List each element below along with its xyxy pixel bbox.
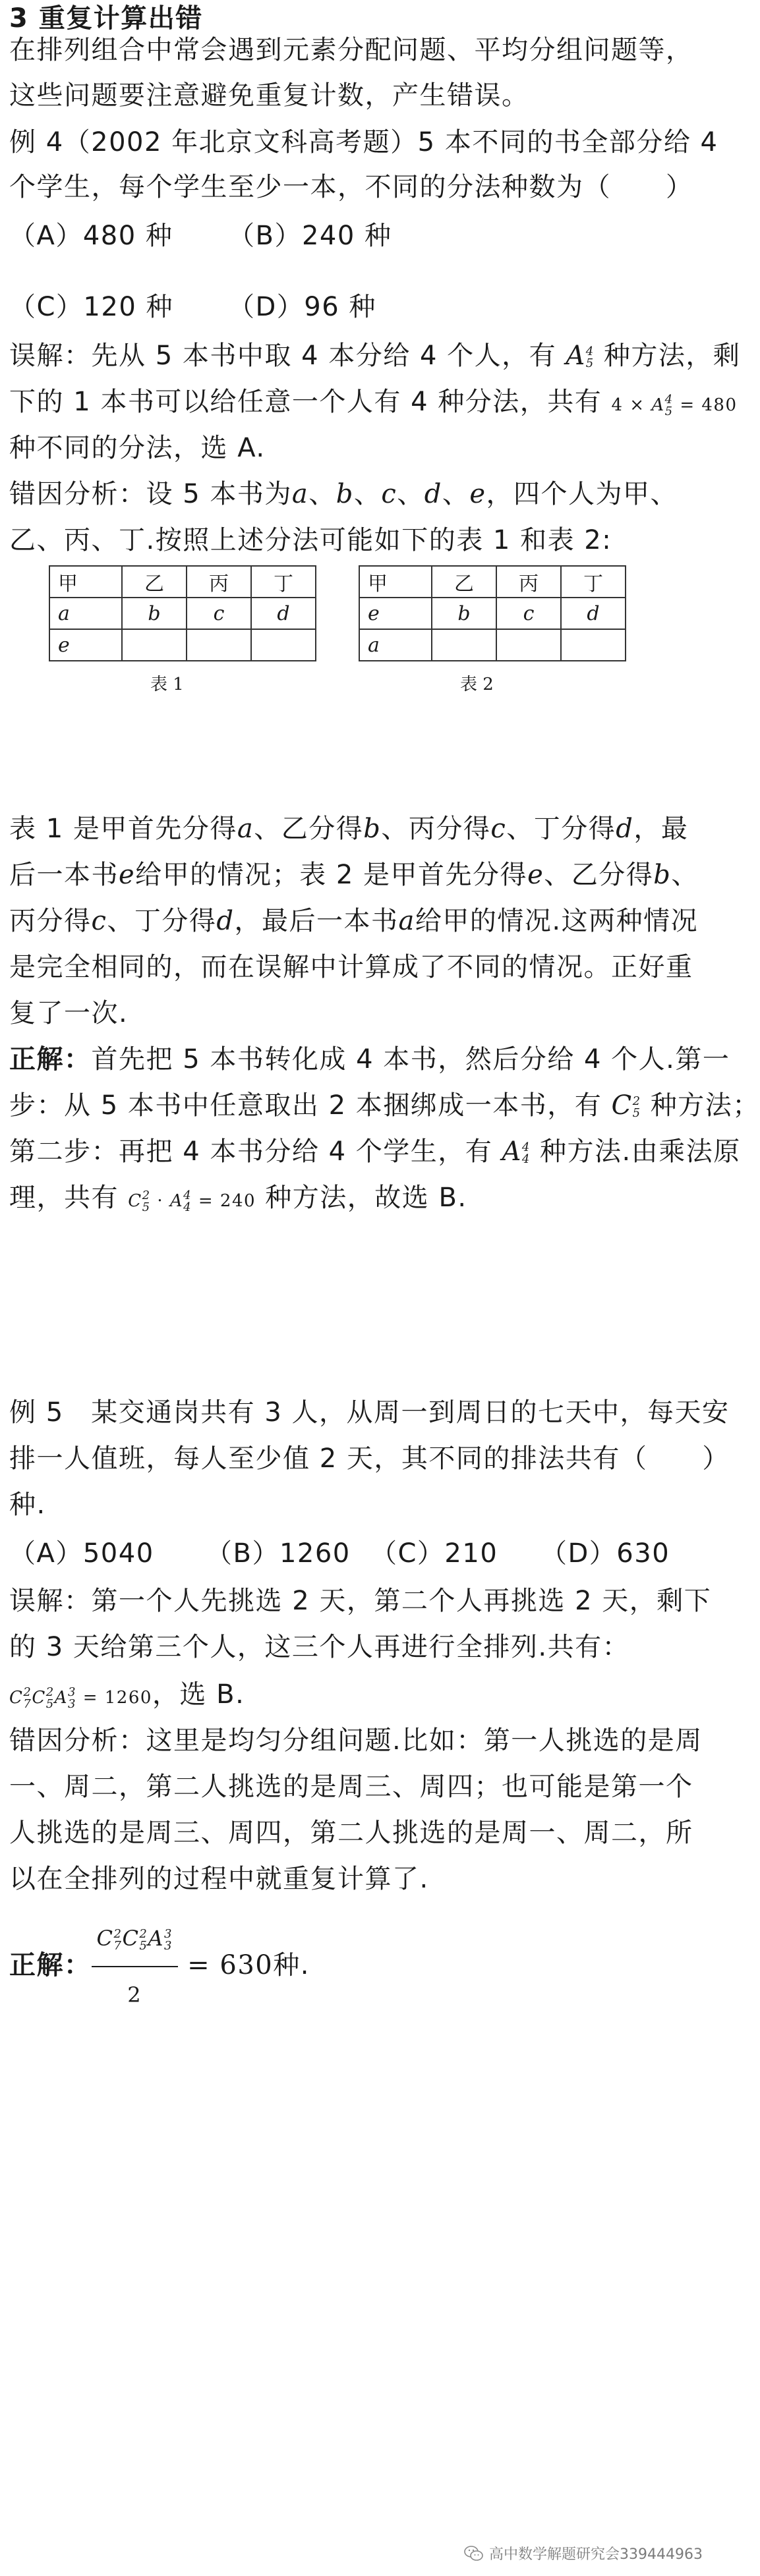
math-a54 [566,341,594,371]
text: = 240 [192,1191,256,1211]
math-a: A [651,395,665,415]
sub: 5 [45,1697,55,1711]
sup: 2 [23,1685,32,1699]
math-script [113,1928,122,1952]
book-a: a [291,479,309,509]
table-row [359,629,626,661]
math-a44 [169,1189,192,1214]
math-script [139,1928,148,1952]
dot: · [150,1191,170,1211]
book-e: e [527,860,544,890]
ex4-solution-4 [9,1179,467,1219]
text: 种方法； [641,1090,760,1121]
solution-label: 正解： [9,1044,92,1075]
book-d: d [216,906,235,936]
text: 、丁分得 [107,906,217,936]
text: 丙分得 [9,906,92,936]
ex5-option-b: （B）1260 [206,1538,351,1569]
table-cell [251,629,316,661]
sup: 4 [585,345,595,358]
text: 种. [273,1950,310,1980]
table-row [359,598,626,629]
book-c: c [381,479,397,509]
math-script [68,1687,76,1710]
ex4-wrong-2-expr: 4 × [611,395,652,415]
sub: 3 [163,1938,173,1953]
math-c: C [9,1688,24,1708]
intro-line-2: 这些问题要注意避免重复计数，产生错误。 [9,80,529,111]
sub: 5 [632,1106,641,1120]
ex4-solution-3 [9,1133,741,1170]
ex5-error-2: 一、周二，第二人挑选的是周三、周四；也可能是第一个 [9,1772,693,1802]
sup: 3 [163,1926,173,1941]
sub: 5 [139,1938,148,1953]
table-cell: d [561,598,626,629]
table-cell: 甲 [359,566,432,598]
text: = 1260 [76,1688,152,1708]
sep: 、 [442,479,470,509]
ex4-wrong-2-eq: = 480 [673,395,738,415]
sup: 2 [139,1926,148,1941]
ex5-wrong-1: 误解：第一个人先挑选 2 天，第二个人再挑选 2 天，剩下 [9,1586,712,1616]
table-2-caption: 表 2 [460,675,494,694]
wechat-icon [464,2545,484,2562]
book-a: a [237,814,254,844]
math-script [142,1190,151,1214]
text: 首先把 5 本书转化成 4 本书，然后分给 4 个人.第一 [91,1044,730,1075]
table-row [49,598,316,629]
text: ，选 B. [152,1679,245,1710]
ex4-option-c: （C）120 种 [9,292,173,322]
math-c52 [611,1090,641,1121]
ex5-error-3: 人挑选的是周三、周四，第二人挑选的是周一、周二，所 [9,1818,693,1848]
book-d: d [424,479,442,509]
book-c: c [91,906,107,936]
ex4-wrong-1 [9,337,740,374]
text: 种方法，故选 B. [256,1183,467,1213]
math-c: C [611,1090,633,1121]
book-e: e [469,479,486,509]
ex4-question-1: 例 4（2002 年北京文科高考题）5 本不同的书全部分给 4 [9,127,718,157]
ex4-wrong-2-pre: 下的 1 本书可以给任意一个人有 4 种分法，共有 [9,387,612,417]
sub: 7 [23,1697,32,1711]
intro-line-1: 在排列组合中常会遇到元素分配问题、平均分组问题等， [9,35,693,65]
sup: 2 [45,1685,55,1699]
text: 第二步：再把 4 本书分给 4 个学生，有 [9,1136,502,1167]
sup: 2 [632,1094,641,1108]
table-2 [359,565,626,661]
sup: 4 [183,1189,192,1202]
math-script [46,1687,55,1710]
table-row [359,566,626,598]
sub: 7 [113,1938,123,1953]
book-a: a [398,906,415,936]
math-c: C [122,1926,140,1951]
math-fraction [92,1912,178,2021]
ex4-error-1-post: ，四个人为甲、 [486,479,678,509]
ex5-wrong-3 [9,1676,245,1716]
ex5-wrong-2: 的 3 天给第三个人，这三个人再进行全排列.共有： [9,1632,630,1662]
text: 理，共有 [9,1183,129,1213]
table-cell: c [496,598,561,629]
table-cell: 乙 [122,566,187,598]
text: 、丁分得 [506,814,616,844]
math-c: C [96,1926,114,1951]
text: 、乙分得 [544,860,654,890]
table-cell: a [359,629,432,661]
ex4-option-a: （A）480 种 [9,221,173,251]
sep: 、 [353,479,382,509]
text: 表 1 是甲首先分得 [9,814,237,844]
sep: 、 [308,479,336,509]
table-cell: c [187,598,251,629]
book-d: d [616,814,634,844]
watermark [464,2543,703,2563]
sub: 4 [183,1200,192,1214]
sub: 5 [585,356,595,370]
table-cell: 丁 [251,566,316,598]
text: 给甲的情况.这两种情况 [415,906,699,936]
math-c: C [32,1688,46,1708]
ex5-error-4: 以在全排列的过程中就重复计算了. [9,1864,429,1894]
table-cell: 丙 [496,566,561,598]
text: ，最后一本书 [234,906,399,936]
ex5-error-1: 错因分析：这里是均匀分组问题.比如：第一人挑选的是周 [9,1725,703,1756]
table-cell [122,629,187,661]
math-a33 [54,1685,76,1711]
math-c52 [128,1189,151,1214]
table-1 [49,565,316,661]
sub: 5 [142,1200,151,1214]
table-cell: a [49,598,122,629]
sup: 2 [142,1189,151,1202]
table-cell: b [432,598,496,629]
sup: 4 [521,1140,531,1154]
table-cell: e [359,598,432,629]
math-a: A [54,1688,68,1708]
ex5-question-1: 例 5 某交通岗共有 3 人，从周一到周日的七天中，每天安 [9,1397,730,1428]
text: 后一本书 [9,860,119,890]
table-cell: d [251,598,316,629]
table-cell: e [49,629,122,661]
ex4-option-d: （D）96 种 [228,292,376,322]
book-b: b [363,814,382,844]
table-row [49,566,316,598]
math-script [23,1687,32,1710]
text: 给甲的情况；表 2 是甲首先分得 [135,860,528,890]
ex5-solution [9,1912,310,2021]
sub: 5 [664,405,674,418]
ex4-wrong-1-post: 种方法，剩 [594,341,741,371]
ex4-analysis-1 [9,810,688,847]
math-a54-2 [651,393,674,418]
ex4-analysis-5: 复了一次. [9,998,129,1028]
ex4-wrong-2 [9,383,738,424]
sup: 2 [113,1926,123,1941]
ex4-option-b: （B）240 种 [228,221,392,251]
ex5-option-d: （D）630 [541,1538,670,1569]
table-cell: 乙 [432,566,496,598]
table-1-caption: 表 1 [150,675,184,694]
fraction-numerator [92,1912,178,1967]
text: 步：从 5 本书中任意取出 2 本捆绑成一本书，有 [9,1090,612,1121]
table-cell [187,629,251,661]
math-script [633,1096,641,1119]
sup: 4 [664,393,674,406]
math-c52 [32,1685,55,1711]
math-script [164,1928,173,1952]
text: ，最 [633,814,689,844]
book-b: b [653,860,672,890]
table-cell [496,629,561,661]
math-a: A [566,341,586,371]
table-cell: 丁 [561,566,626,598]
math-script [586,346,595,370]
ex4-question-2: 个学生，每个学生至少一本，不同的分法种数为（ ） [9,172,693,202]
ex4-error-2: 乙、丙、丁.按照上述分法可能如下的表 1 和表 2: [9,525,612,555]
book-c: c [490,814,507,844]
ex4-solution-1 [9,1041,730,1078]
text: 、 [671,860,699,890]
ex4-wrong-3: 种不同的分法，选 A. [9,433,266,463]
fraction-denominator: 2 [127,1982,142,2007]
book-e: e [119,860,136,890]
sup: 3 [68,1685,76,1699]
math-a: A [148,1926,164,1951]
text: 、乙分得 [254,814,364,844]
math-a44 [502,1136,530,1167]
section-title: 3 重复计算出错 [9,3,203,34]
ex5-option-c: （C）210 [370,1538,498,1569]
table-row [49,629,316,661]
math-script [183,1190,192,1214]
math-script [522,1142,531,1165]
table-cell: 甲 [49,566,122,598]
math-a: A [502,1136,522,1167]
math-script [665,394,674,418]
ex5-question-3: 种. [9,1490,46,1520]
ex4-error-1-pre: 错因分析：设 5 本书为 [9,479,292,509]
ex5-question-2: 排一人值班，每人至少值 2 天，其不同的排法共有（ ） [9,1443,730,1474]
ex4-analysis-2 [9,856,699,893]
text: 、丙分得 [381,814,491,844]
ex4-solution-2 [9,1087,760,1124]
sub: 4 [521,1152,531,1166]
sep: 、 [397,479,424,509]
solution-label: 正解： [9,1950,92,1980]
math-c: C [128,1191,142,1211]
math-a: A [169,1191,184,1211]
ex4-wrong-1-pre: 误解：先从 5 本书中取 4 本分给 4 个人，有 [9,341,566,371]
ex4-analysis-3 [9,903,698,939]
ex5-option-a: （A）5040 [9,1538,154,1569]
table-cell [561,629,626,661]
watermark-text: 高中数学解题研究会339444963 [489,2546,703,2563]
text: 种方法.由乘法原 [530,1136,741,1167]
book-b: b [336,479,354,509]
sub: 3 [68,1697,76,1711]
text: = 630 [177,1950,274,1980]
ex4-analysis-4: 是完全相同的，而在误解中计算成了不同的情况。正好重 [9,952,693,982]
math-c72 [9,1685,32,1711]
table-cell: b [122,598,187,629]
ex4-error-1 [9,476,678,513]
table-cell [432,629,496,661]
table-cell: 丙 [187,566,251,598]
